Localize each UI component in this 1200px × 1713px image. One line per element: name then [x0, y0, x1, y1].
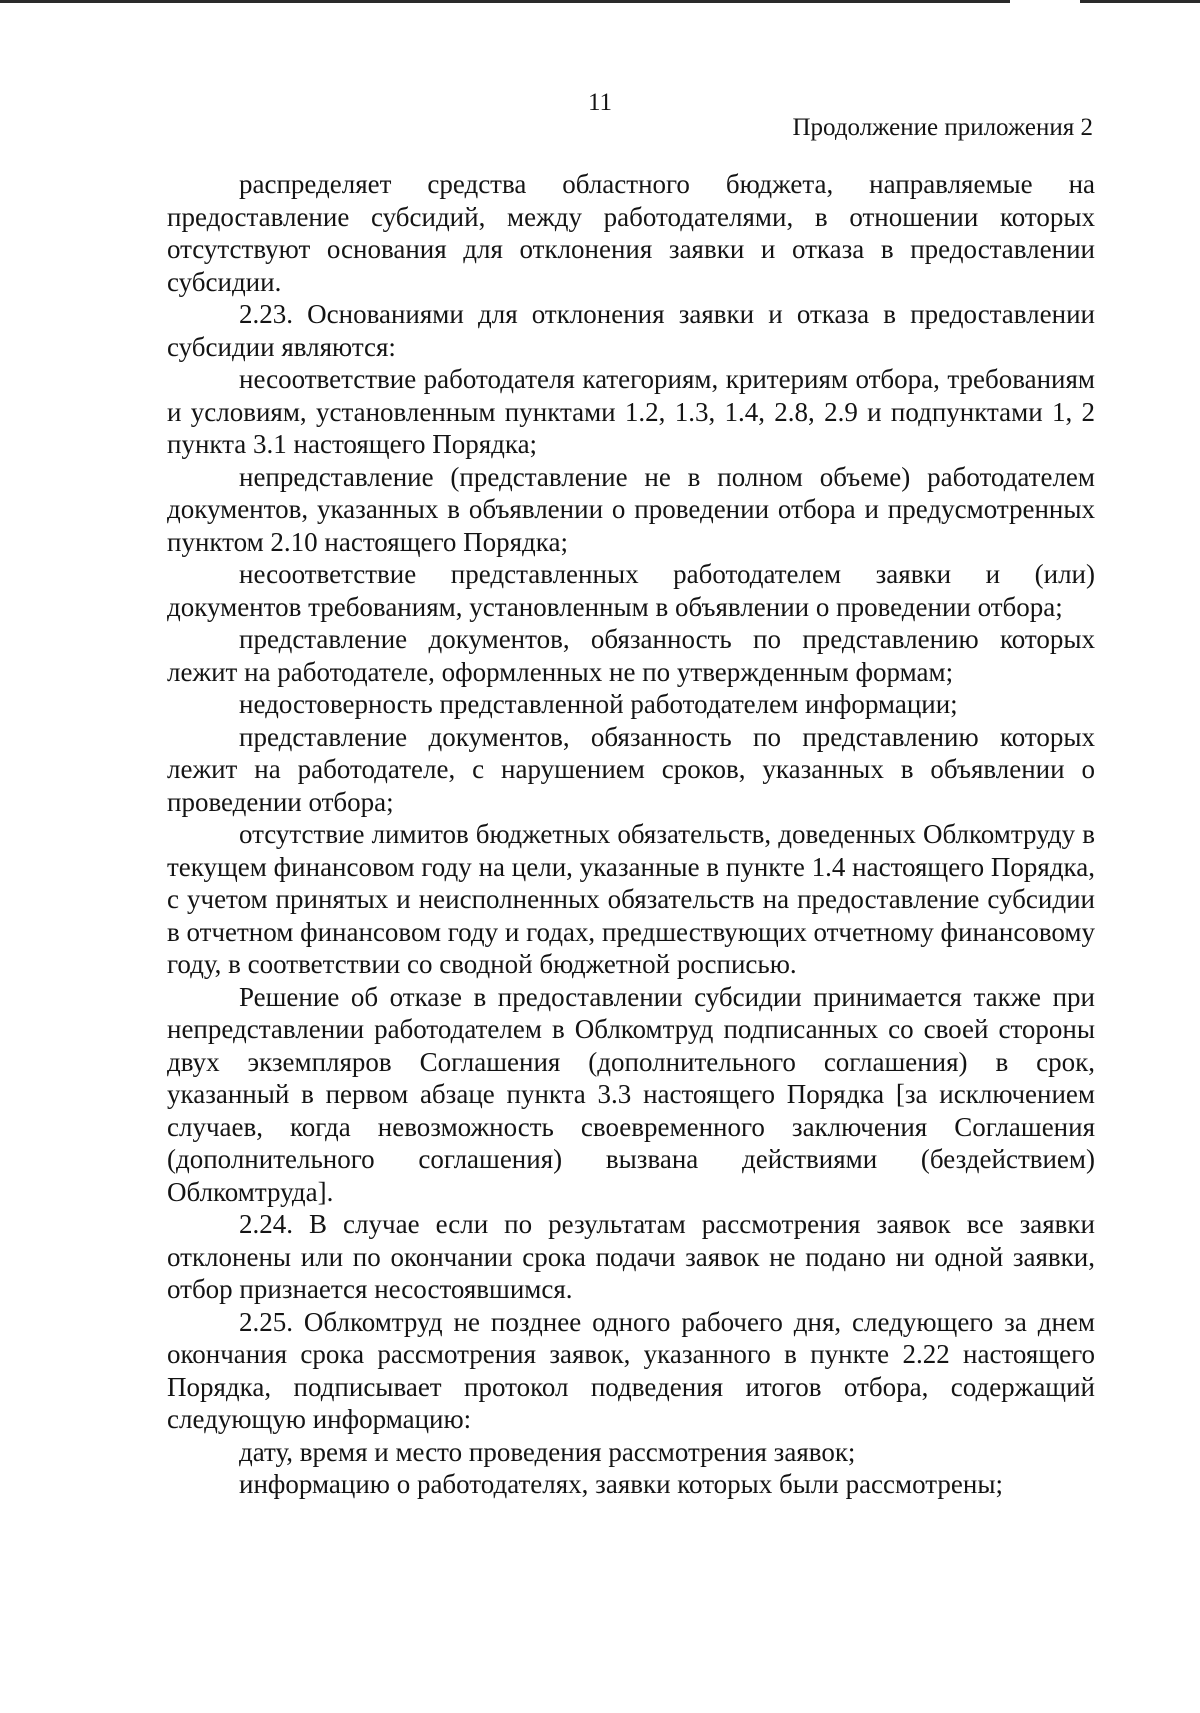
paragraph-protocol-date: дату, время и место проведения рассмотрения заявок;	[239, 1436, 856, 1467]
paragraph-ground-mismatch: несоответствие работодателя категориям, критериям отбора, требованиям и условиям, установленным пунктами 1.2, 1.3, 1.4, 2.8, 2.9 и подпунктами 1, 2 пункта 3.1 настоящего Порядка;	[167, 364, 1095, 459]
paragraph-2-25: 2.25. Облкомтруд не позднее одного рабочего дня, следующего за днем окончания срока рассмотрения заявок, указанного в пункте 2.22 настоящего Порядка, подписывает протокол подведения итогов отбора, содержащий следующую информацию:	[167, 1306, 1095, 1434]
scan-edge-left	[0, 0, 1010, 3]
paragraph-protocol-employers: информацию о работодателях, заявки которых были рассмотрены;	[239, 1469, 1003, 1499]
paragraph-ground-deadlines: представление документов, обязанность по представлению которых лежит на работодателе, с нарушением сроков, указанных в объявлении о проведении отбора;	[167, 721, 1095, 817]
paragraph-ground-requirements: несоответствие представленных работодателем заявки и (или) документов требованиям, установленным в объявлении о проведении отбора;	[167, 559, 1095, 622]
paragraph-ground-nonsubmission: непредставление (представление не в полном объеме) работодателем документов, указанных в объявлении о проведении отбора и предусмотренных пунктом 2.10 настоящего Порядка;	[167, 461, 1095, 557]
scan-edge-right	[1080, 0, 1200, 3]
continuation-note: Продолжение приложения 2	[792, 114, 1093, 141]
page-number: 11	[587, 89, 613, 116]
body-text	[167, 168, 1095, 1501]
paragraph-ground-limits: отсутствие лимитов бюджетных обязательств, доведенных Облкомтруду в текущем финансовом году на цели, указанные в пункте 1.4 настоящего Порядка, с учетом принятых и неисполненных обязательств на предоставление субсидии в отчетном финансовом году и годах, предшествующих отчетному финансовому году, в соответствии со сводной бюджетной росписью.	[167, 819, 1095, 979]
paragraph-distribution: распределяет средства областного бюджета, направляемые на предоставление субсидий, между работодателями, в отношении которых отсутствуют основания для отклонения заявки и отказа в предоставлении субсидии.	[167, 169, 1095, 297]
paragraph-ground-unreliability: недостоверность представленной работодателем информации;	[239, 689, 958, 719]
paragraph-2-24: 2.24. В случае если по результатам рассмотрения заявок все заявки отклонены или по окончании срока подачи заявок не подано ни одной заявки, отбор признается несостоявшимся.	[167, 1209, 1095, 1304]
paragraph-ground-forms: представление документов, обязанность по представлению которых лежит на работодателе, оформленных не по утвержденным формам;	[167, 624, 1095, 687]
paragraph-2-23: 2.23. Основаниями для отклонения заявки и отказа в предоставлении субсидии являются:	[167, 299, 1095, 362]
paragraph-refusal-decision: Решение об отказе в предоставлении субсидии принимается также при непредставлении работодателем в Облкомтруд подписанных со своей стороны двух экземпляров Соглашения (дополнительного соглашения) в срок, указанный в первом абзаце пункта 3.3 настоящего Порядка [за исключением случаев, когда невозможность своевременного заключения Соглашения (дополнительного соглашения) вызвана действиями (бездействием) Облкомтруда].	[167, 981, 1095, 1207]
